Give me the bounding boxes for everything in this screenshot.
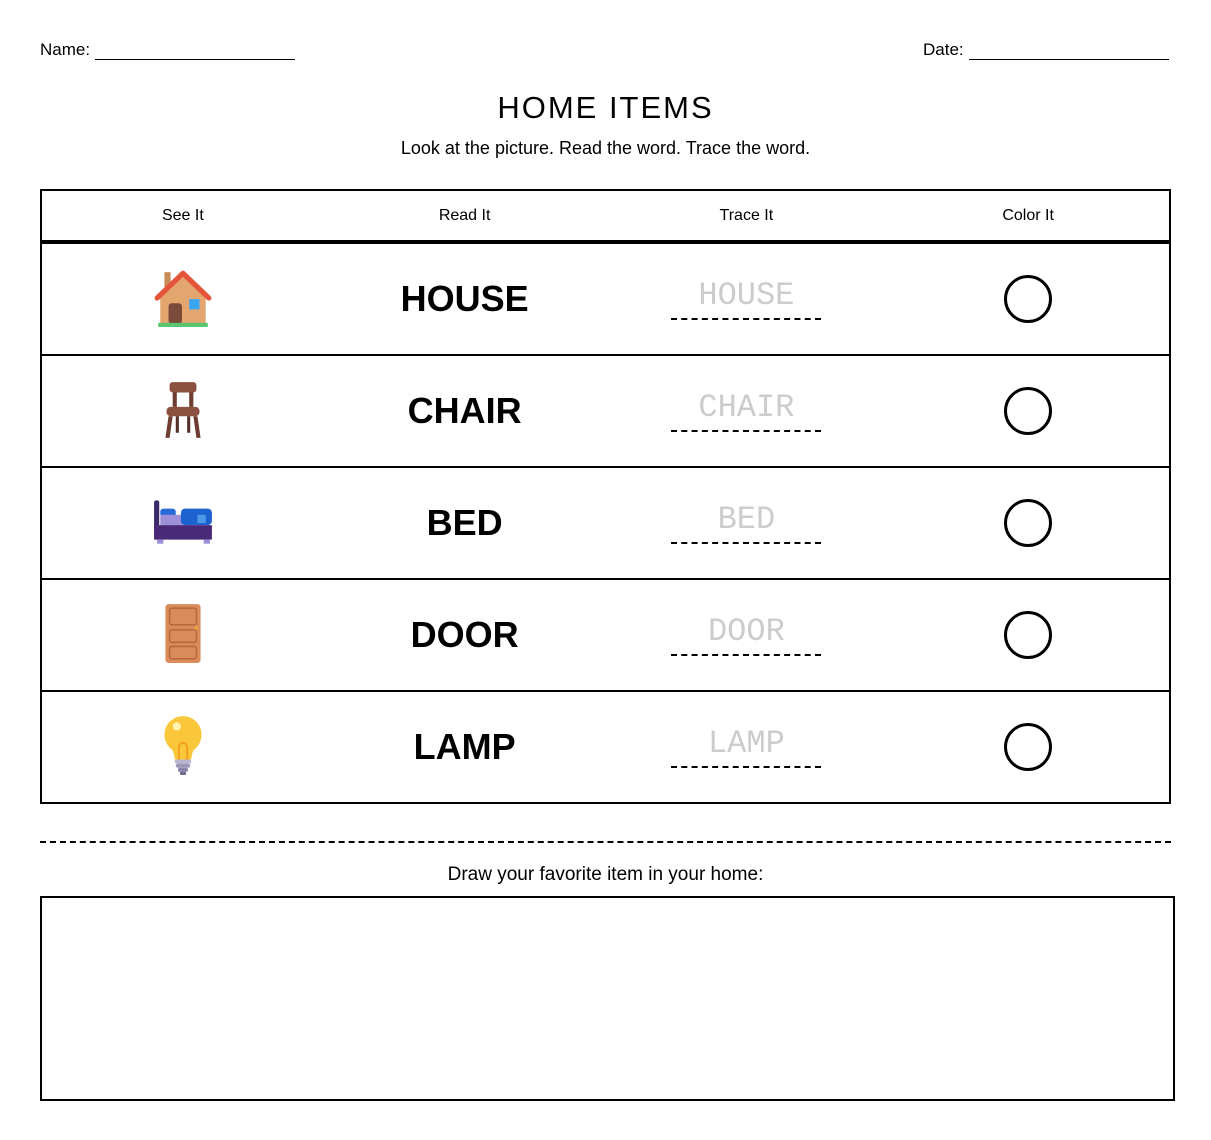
drawing-label: Draw your favorite item in your home:: [447, 864, 764, 885]
table-row: [42, 468, 1169, 580]
divider: [40, 841, 1171, 843]
trace-it-cell: [606, 244, 888, 354]
word: DOOR: [410, 614, 519, 655]
trace-word[interactable]: [671, 726, 821, 768]
name-line[interactable]: [95, 45, 295, 60]
bed-icon: [152, 490, 214, 557]
trace-text: DOOR: [707, 613, 785, 650]
read-it-cell: [324, 356, 606, 466]
name-label: Name:: [40, 40, 91, 59]
table-header: [42, 191, 1169, 244]
col-trace-it: Trace It: [719, 206, 774, 224]
word: CHAIR: [407, 390, 522, 431]
see-it-cell: [42, 356, 324, 466]
door-icon: [152, 602, 214, 669]
trace-text: CHAIR: [698, 389, 795, 426]
see-it-cell: [42, 692, 324, 802]
page-title: HOME ITEMS: [497, 90, 714, 125]
trace-text: LAMP: [707, 725, 785, 762]
color-circle[interactable]: [1004, 275, 1052, 323]
color-it-cell: [887, 692, 1169, 802]
table-row: [42, 580, 1169, 692]
trace-line: [671, 430, 821, 432]
table-row: [42, 356, 1169, 468]
trace-line: [671, 766, 821, 768]
drawing-box[interactable]: [40, 896, 1175, 1101]
read-it-cell: [324, 692, 606, 802]
color-circle[interactable]: [1004, 499, 1052, 547]
trace-line: [671, 542, 821, 544]
table-row: [42, 692, 1169, 802]
house-icon: [152, 266, 214, 333]
trace-it-cell: [606, 356, 888, 466]
lamp-icon: [152, 714, 214, 781]
word: HOUSE: [400, 278, 529, 319]
trace-text: BED: [717, 501, 776, 538]
color-it-cell: [887, 580, 1169, 690]
read-it-cell: [324, 468, 606, 578]
worksheet-table: [40, 189, 1171, 804]
color-it-cell: [887, 356, 1169, 466]
trace-word[interactable]: [671, 502, 821, 544]
trace-it-cell: [606, 468, 888, 578]
col-read-it: Read It: [438, 206, 491, 224]
chair-icon: [152, 378, 214, 445]
word: LAMP: [413, 726, 516, 767]
table-row: [42, 244, 1169, 356]
trace-it-cell: [606, 692, 888, 802]
name-field[interactable]: [40, 40, 295, 60]
color-circle[interactable]: [1004, 611, 1052, 659]
color-circle[interactable]: [1004, 723, 1052, 771]
col-color-it: Color It: [1002, 206, 1054, 224]
trace-it-cell: [606, 580, 888, 690]
date-field[interactable]: [923, 40, 1169, 60]
trace-line: [671, 318, 821, 320]
date-line[interactable]: [969, 45, 1169, 60]
see-it-cell: [42, 244, 324, 354]
trace-word[interactable]: [671, 614, 821, 656]
date-label: Date:: [923, 40, 964, 59]
trace-line: [671, 654, 821, 656]
see-it-cell: [42, 580, 324, 690]
color-circle[interactable]: [1004, 387, 1052, 435]
color-it-cell: [887, 244, 1169, 354]
col-see-it: See It: [161, 206, 204, 224]
read-it-cell: [324, 244, 606, 354]
color-it-cell: [887, 468, 1169, 578]
trace-text: HOUSE: [698, 277, 795, 314]
see-it-cell: [42, 468, 324, 578]
instructions: Look at the picture. Read the word. Trace the word.: [400, 138, 811, 158]
trace-word[interactable]: [671, 278, 821, 320]
word: BED: [426, 502, 503, 543]
trace-word[interactable]: [671, 390, 821, 432]
read-it-cell: [324, 580, 606, 690]
